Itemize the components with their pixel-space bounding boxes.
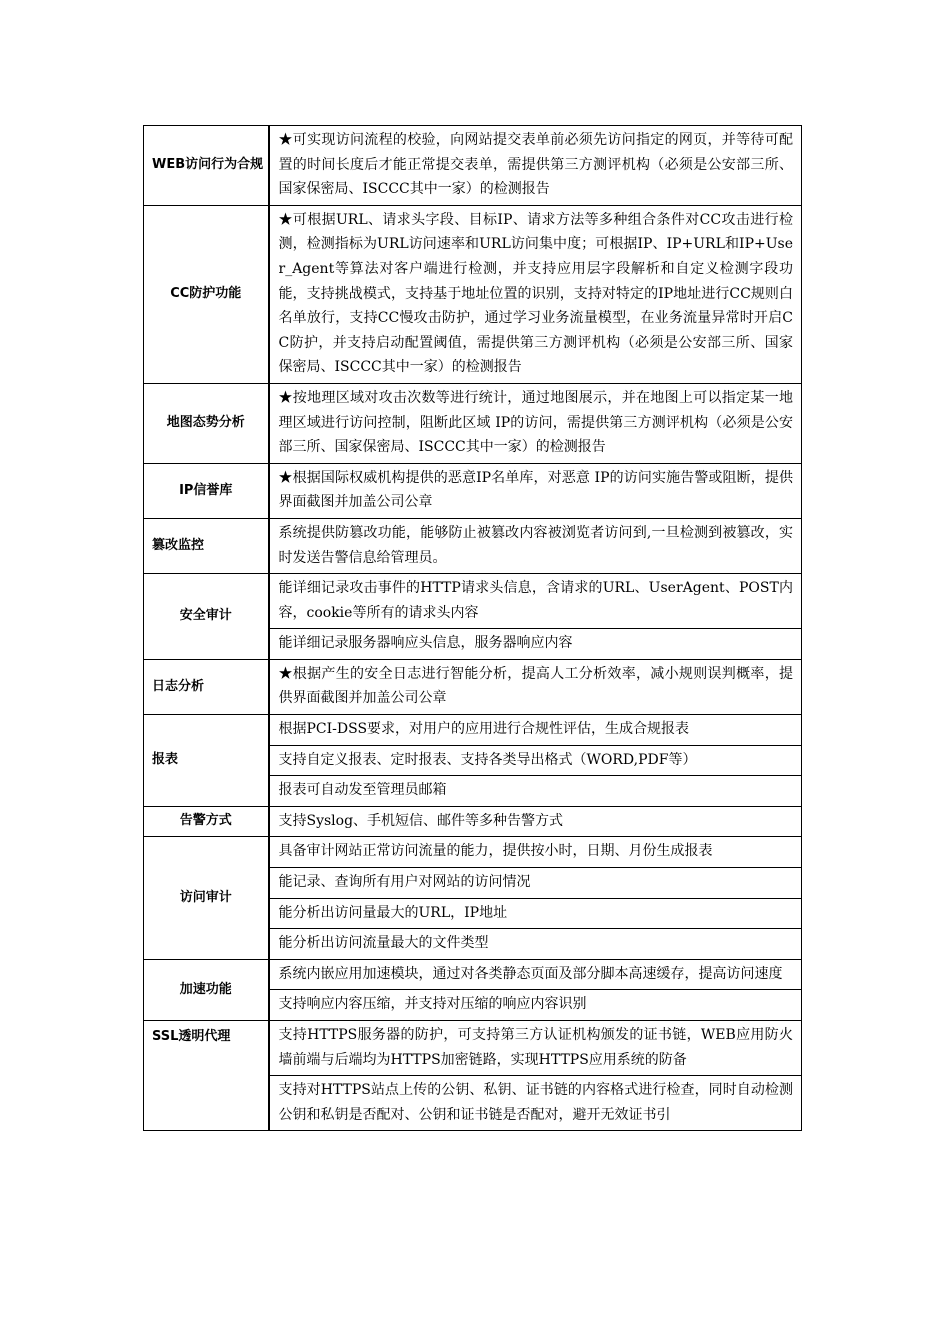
table-row	[144, 126, 802, 206]
row-desc: 能分析出访问流量最大的文件类型	[269, 929, 802, 960]
row-label-map-situation-analysis: 地图态势分析	[144, 383, 269, 463]
row-desc: 能记录、查询所有用户对网站的访问情况	[269, 868, 802, 899]
table-row	[144, 383, 802, 463]
table-row	[144, 1021, 802, 1076]
table-row	[144, 518, 802, 573]
row-desc: 能详细记录服务器响应头信息，服务器响应内容	[269, 629, 802, 660]
row-label-tamper-monitor: 篡改监控	[144, 518, 269, 573]
table-row	[144, 806, 802, 837]
row-desc: 支持HTTPS服务器的防护，可支持第三方认证机构颁发的证书链，WEB应用防火墙前端与后端均为HTTPS加密链路，实现HTTPS应用系统的防备	[269, 1021, 802, 1076]
row-label-cc-protection: CC防护功能	[144, 205, 269, 383]
table-row	[144, 959, 802, 990]
row-label-access-audit: 访问审计	[144, 837, 269, 959]
row-desc: 支持Syslog、手机短信、邮件等多种告警方式	[269, 806, 802, 837]
row-desc: 支持自定义报表、定时报表、支持各类导出格式（WORD,PDF等）	[269, 745, 802, 776]
table-row	[144, 463, 802, 518]
row-label-report: 报表	[144, 715, 269, 807]
row-label-log-analysis: 日志分析	[144, 659, 269, 714]
row-desc: 支持对HTTPS站点上传的公钥、私钥、证书链的内容格式进行检查，同时自动检测公钥和私钥是否配对、公钥和证书链是否配对，避开无效证书引	[269, 1076, 802, 1131]
row-label-acceleration: 加速功能	[144, 959, 269, 1020]
table-row	[144, 837, 802, 868]
table-row	[144, 205, 802, 383]
row-label-ip-reputation: IP信誉库	[144, 463, 269, 518]
table-row	[144, 574, 802, 629]
row-desc: 支持响应内容压缩，并支持对压缩的响应内容识别	[269, 990, 802, 1021]
document-page	[143, 125, 801, 1131]
table-row	[144, 659, 802, 714]
row-desc: 系统内嵌应用加速模块，通过对各类静态页面及部分脚本高速缓存，提高访问速度	[269, 959, 802, 990]
row-desc: ★按地理区域对攻击次数等进行统计，通过地图展示，并在地图上可以指定某一地理区域进行访问控制，阻断此区域 IP的访问，需提供第三方测评机构（必须是公安部三所、国家保密局、ISCCC其中一家）的检测报告	[269, 383, 802, 463]
row-label-ssl-proxy: SSL透明代理	[144, 1021, 269, 1131]
row-desc: 系统提供防篡改功能，能够防止被篡改内容被浏览者访问到,一旦检测到被篡改，实时发送告警信息给管理员。	[269, 518, 802, 573]
spec-table	[143, 125, 802, 1131]
row-desc: ★根据产生的安全日志进行智能分析，提高人工分析效率，减小规则误判概率，提供界面截图并加盖公司公章	[269, 659, 802, 714]
row-desc: 具备审计网站正常访问流量的能力，提供按小时，日期、月份生成报表	[269, 837, 802, 868]
row-label-web-access-compliance: WEB访问行为合规	[144, 126, 269, 206]
row-desc: 能详细记录攻击事件的HTTP请求头信息，含请求的URL、UserAgent、POST内容，cookie等所有的请求头内容	[269, 574, 802, 629]
row-label-alert-method: 告警方式	[144, 806, 269, 837]
row-desc: ★可根据URL、请求头字段、目标IP、请求方法等多种组合条件对CC攻击进行检测，检测指标为URL访问速率和URL访问集中度；可根据IP、IP+URL和IP+User_Agent等算法对客户端进行检测，并支持应用层字段解析和自定义检测字段功能，支持挑战模式，支持基于地址位置的识别，支持对特定的IP地址进行CC规则白名单放行，支持CC慢攻击防护，通过学习业务流量模型，在业务流量异常时开启CC防护，并支持启动配置阈值，需提供第三方测评机构（必须是公安部三所、国家保密局、ISCCC其中一家）的检测报告	[269, 205, 802, 383]
row-desc: 报表可自动发至管理员邮箱	[269, 776, 802, 807]
table-row	[144, 715, 802, 746]
row-desc: ★可实现访问流程的校验，向网站提交表单前必须先访问指定的网页，并等待可配置的时间长度后才能正常提交表单，需提供第三方测评机构（必须是公安部三所、国家保密局、ISCCC其中一家）的检测报告	[269, 126, 802, 206]
row-desc: 能分析出访问量最大的URL，IP地址	[269, 898, 802, 929]
row-desc: 根据PCI-DSS要求，对用户的应用进行合规性评估，生成合规报表	[269, 715, 802, 746]
row-desc: ★根据国际权威机构提供的恶意IP名单库，对恶意 IP的访问实施告警或阻断，提供界面截图并加盖公司公章	[269, 463, 802, 518]
row-label-security-audit: 安全审计	[144, 574, 269, 660]
